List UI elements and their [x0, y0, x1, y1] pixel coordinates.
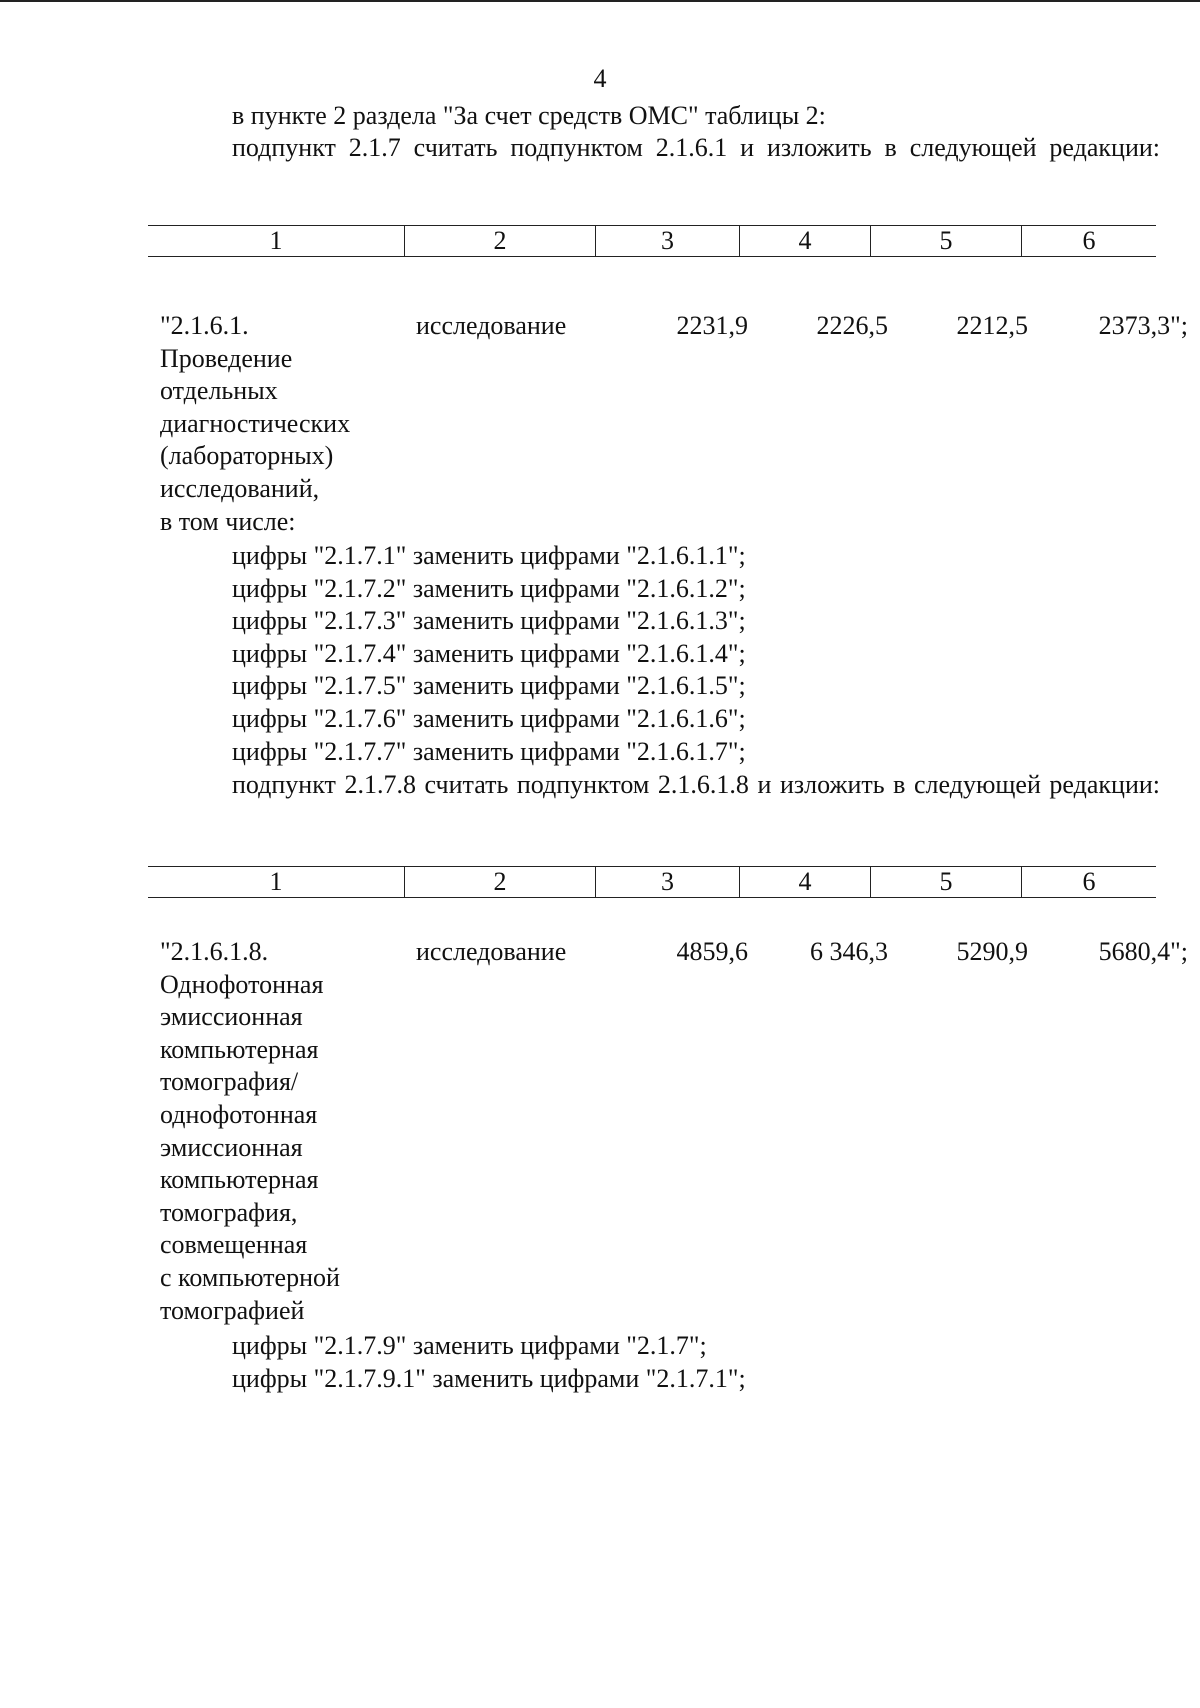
list-item: цифры "2.1.7.5" заменить цифрами "2.1.6.1.5"; [232, 671, 746, 701]
list-item: цифры "2.1.7.6" заменить цифрами "2.1.6.1.6"; [232, 703, 746, 733]
list-item: цифры "2.1.7.4" заменить цифрами "2.1.6.1.4"; [232, 638, 746, 668]
page-number: 4 [593, 64, 607, 93]
row-value-5: 5290,9 [956, 937, 1028, 966]
row-name-line: Однофотонная [160, 969, 324, 999]
list-item: цифры "2.1.7.9.1" заменить цифрами "2.1.7.1"; [232, 1363, 746, 1393]
column-header-1: 1 [148, 867, 405, 898]
column-header-5: 5 [871, 226, 1022, 257]
row-name-line: эмиссионная [160, 1002, 303, 1032]
row-value-6: 2373,3"; [1098, 311, 1188, 340]
row-value-3: 2231,9 [676, 311, 748, 340]
row-name-line: "2.1.6.1.8. [160, 937, 269, 966]
column-header-2: 2 [405, 226, 596, 257]
row-name-line: диагностических [160, 408, 351, 438]
column-header-table-2 [148, 866, 1156, 898]
row-value-4: 6 346,3 [810, 937, 888, 966]
row-name [160, 936, 400, 1327]
intro-line-1: в пункте 2 раздела "За счет средств ОМС" таблицы 2: [232, 101, 826, 130]
row-unit: исследование [416, 311, 567, 340]
row-value-6: 5680,4"; [1098, 937, 1188, 966]
row-value-3: 4859,6 [676, 937, 748, 966]
row-value-4: 2226,5 [816, 311, 888, 340]
row-value-5: 2212,5 [956, 311, 1028, 340]
column-header-4: 4 [740, 867, 871, 898]
row-name-line: Проведение [160, 343, 293, 373]
row-unit: исследование [416, 937, 567, 966]
row-name-line: томографией [160, 1295, 305, 1325]
column-header-3: 3 [596, 867, 740, 898]
intro-line-2: подпункт 2.1.7 считать подпунктом 2.1.6.1 и изложить в следующей редакции: [232, 133, 1160, 162]
row-name-line: совмещенная [160, 1230, 308, 1260]
row-name-line: эмиссионная [160, 1132, 303, 1162]
list-item: цифры "2.1.7.1" заменить цифрами "2.1.6.1.1"; [232, 541, 746, 570]
scan-edge-line [0, 0, 1200, 2]
middle-paragraph: подпункт 2.1.7.8 считать подпунктом 2.1.6.1.8 и изложить в следующей редакции: [232, 770, 1160, 799]
row-name-line: томография/ [160, 1067, 299, 1097]
column-header-5: 5 [871, 867, 1022, 898]
column-header-4: 4 [740, 226, 871, 257]
column-header-table-1 [148, 225, 1156, 257]
row-name-line: однофотонная [160, 1099, 318, 1129]
row-name-line: компьютерная [160, 1034, 319, 1064]
column-header-2: 2 [405, 867, 596, 898]
column-header-6: 6 [1022, 226, 1157, 257]
row-name-line: "2.1.6.1. [160, 311, 249, 340]
row-name-line: отдельных [160, 376, 278, 406]
row-name-line: в том числе: [160, 506, 296, 536]
replacement-list-2 [232, 1330, 746, 1395]
row-name-line: исследований, [160, 473, 320, 503]
row-name [160, 310, 400, 538]
list-item: цифры "2.1.7.9" заменить цифрами "2.1.7"; [232, 1331, 707, 1360]
list-item: цифры "2.1.7.2" заменить цифрами "2.1.6.1.2"; [232, 573, 746, 603]
column-header-1: 1 [148, 226, 405, 257]
list-item: цифры "2.1.7.3" заменить цифрами "2.1.6.1.3"; [232, 606, 746, 636]
row-name-line: с компьютерной [160, 1262, 340, 1292]
row-name-line: компьютерная [160, 1165, 319, 1195]
column-header-6: 6 [1022, 867, 1157, 898]
replacement-list-1 [232, 540, 746, 768]
row-name-line: (лабораторных) [160, 441, 334, 471]
list-item: цифры "2.1.7.7" заменить цифрами "2.1.6.1.7"; [232, 736, 746, 766]
column-header-3: 3 [596, 226, 740, 257]
row-name-line: томография, [160, 1197, 298, 1227]
